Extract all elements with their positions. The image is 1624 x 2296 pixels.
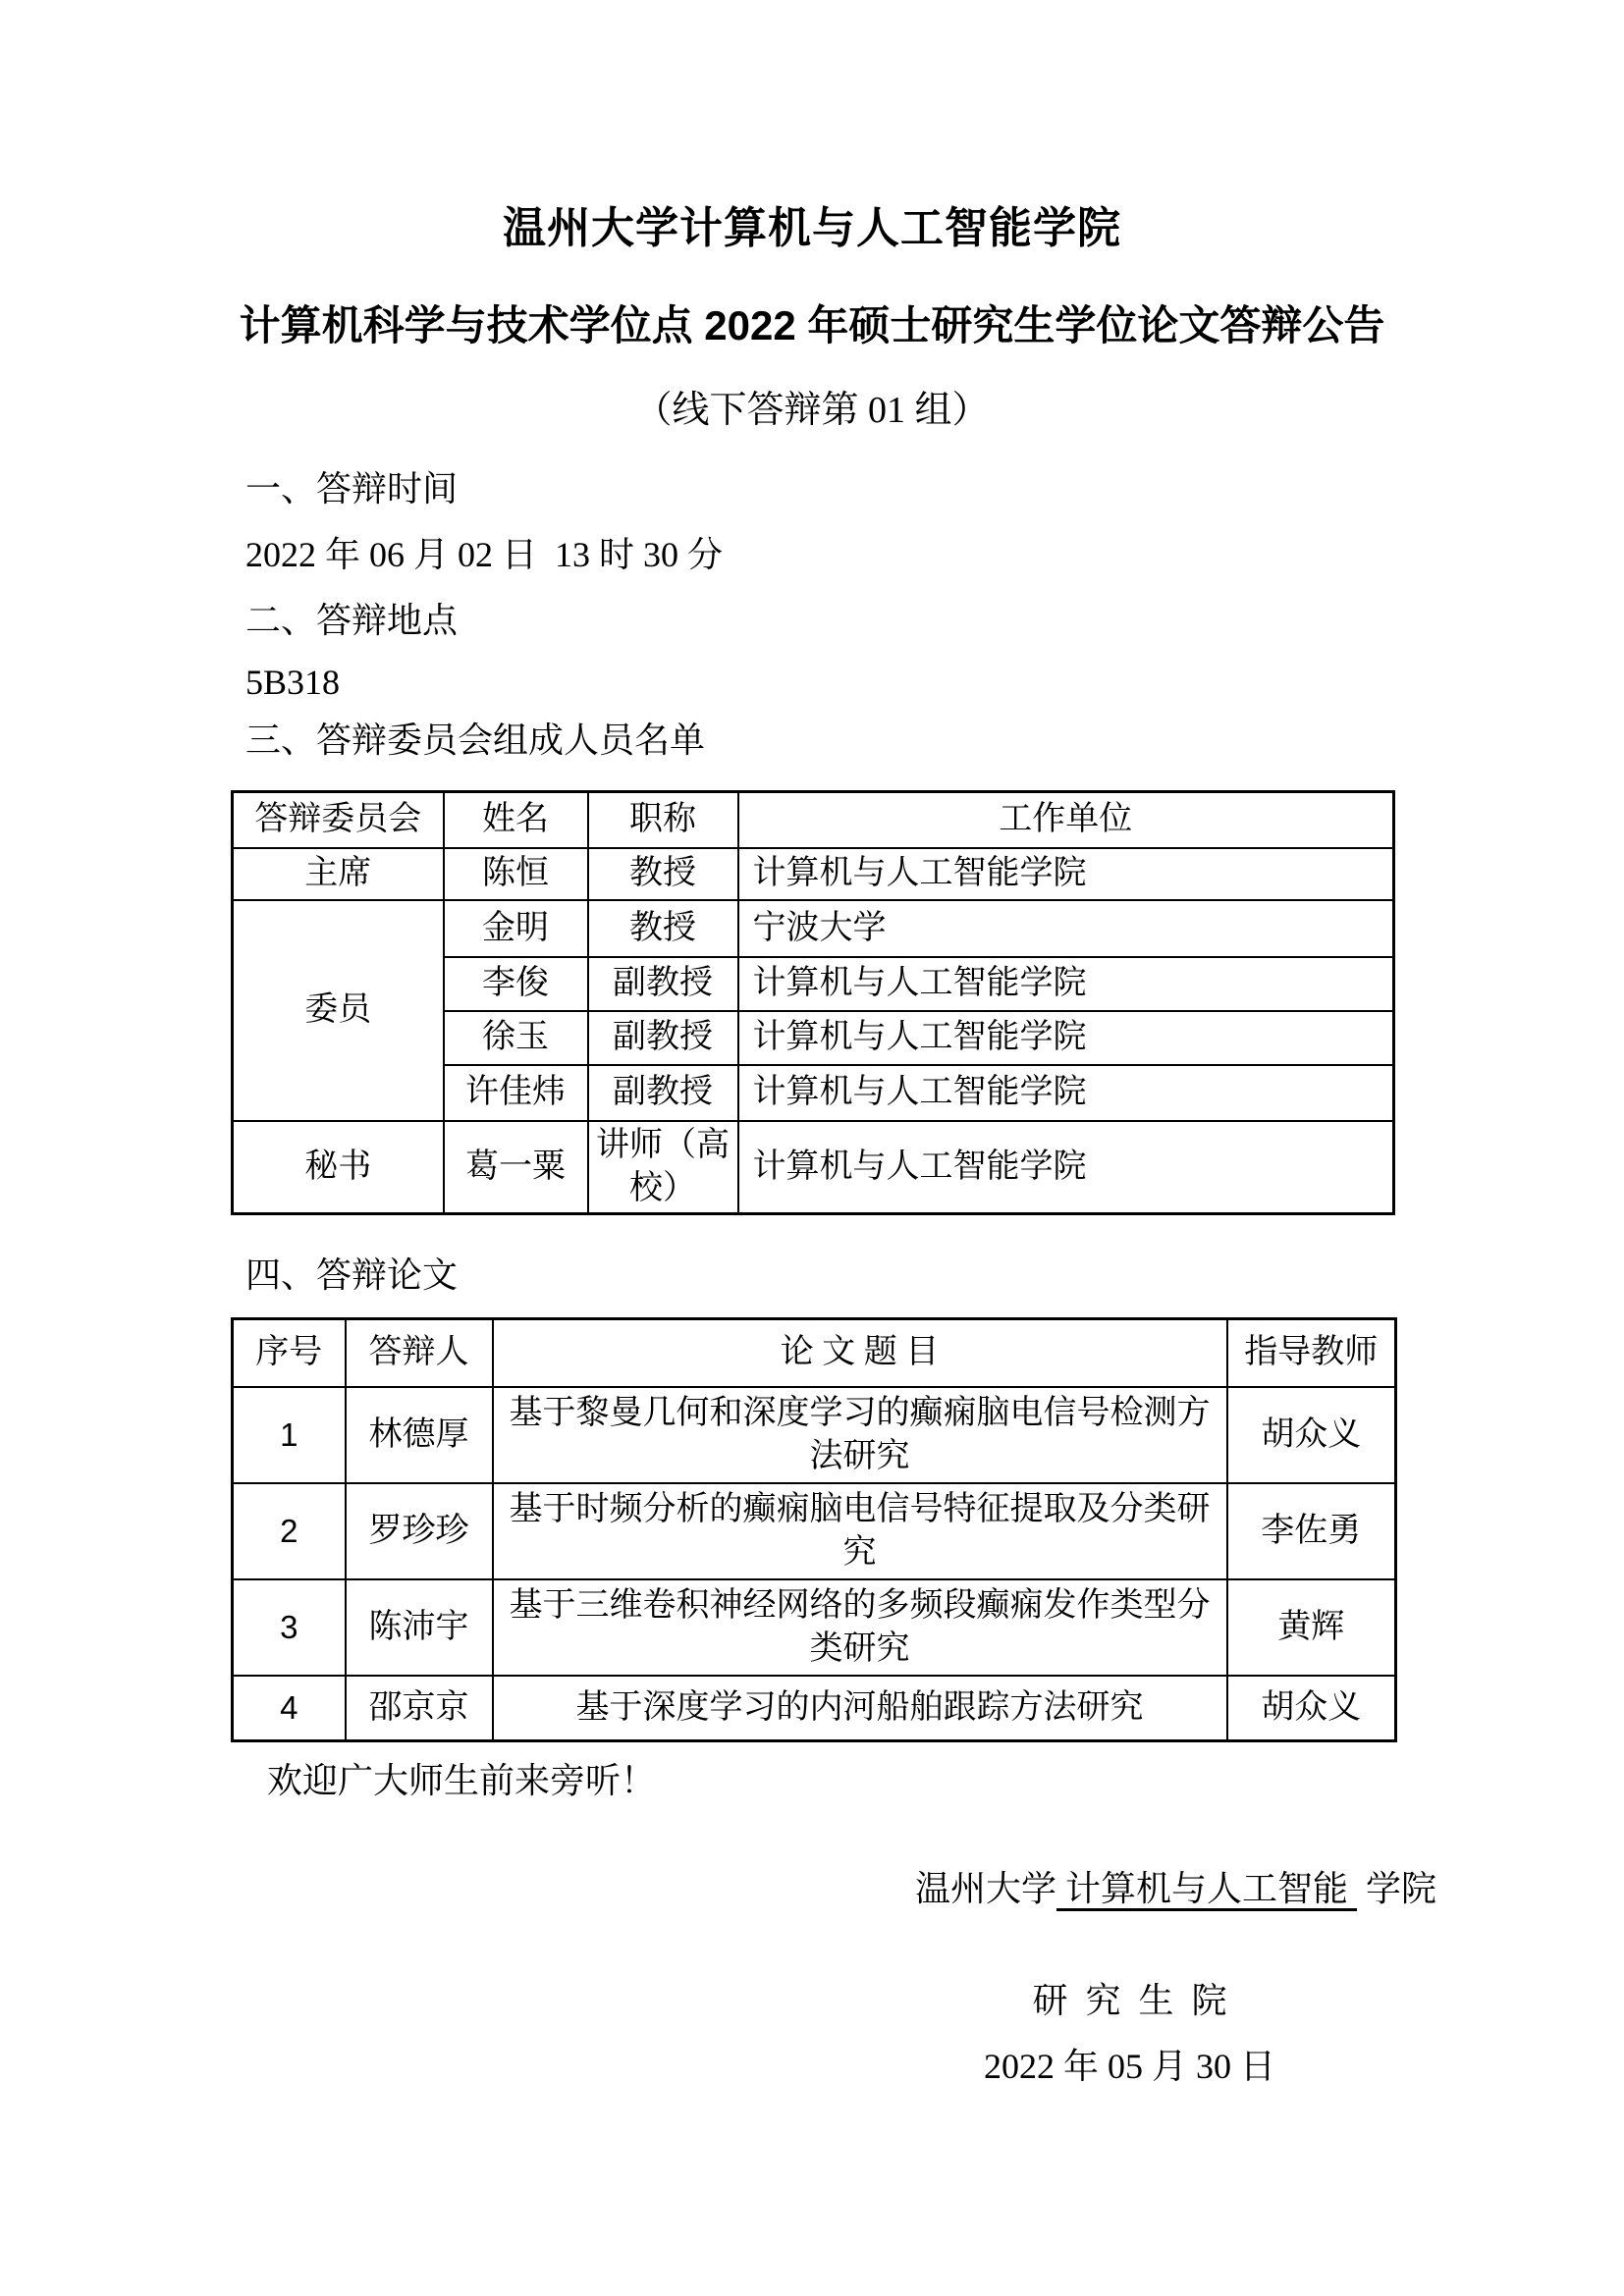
thesis-student-cell: 陈沛宇 <box>346 1579 493 1676</box>
committee-name-cell: 徐玉 <box>444 1011 588 1065</box>
thesis-no-cell: 4 <box>233 1676 346 1740</box>
thesis-table <box>231 1317 1397 1742</box>
document-body <box>245 464 1393 765</box>
committee-name-cell: 金明 <box>444 900 588 957</box>
committee-org-cell: 计算机与人工智能学院 <box>738 1121 1394 1214</box>
committee-col-header-role: 答辩委员会 <box>233 792 444 848</box>
committee-title-cell: 教授 <box>588 848 738 900</box>
committee-org-cell: 计算机与人工智能学院 <box>738 1011 1394 1065</box>
signature-block <box>862 1818 1437 2090</box>
committee-role-cell: 主席 <box>233 848 444 900</box>
committee-col-header-org: 工作单位 <box>738 792 1394 848</box>
committee-role-cell: 秘书 <box>233 1121 444 1214</box>
committee-table <box>231 790 1395 1215</box>
thesis-header-row <box>233 1318 1396 1387</box>
section-4-heading: 四、答辩论文 <box>245 1255 459 1295</box>
committee-title-cell: 副教授 <box>588 1065 738 1121</box>
thesis-col-header-student: 答辩人 <box>346 1318 493 1387</box>
committee-name-cell: 葛一粟 <box>444 1121 588 1214</box>
signature-college-underlined: 计算机与人工智能 <box>1056 1869 1357 1911</box>
thesis-no-cell: 3 <box>233 1579 346 1676</box>
committee-title-cell: 讲师（高校） <box>588 1121 738 1214</box>
thesis-title-cell: 基于深度学习的内河船舶跟踪方法研究 <box>493 1676 1227 1740</box>
committee-org-cell: 计算机与人工智能学院 <box>738 848 1394 900</box>
committee-org-cell: 计算机与人工智能学院 <box>738 1065 1394 1121</box>
thesis-advisor-cell: 李佐勇 <box>1227 1483 1396 1579</box>
thesis-student-cell: 邵京京 <box>346 1676 493 1740</box>
thesis-advisor-cell: 胡众义 <box>1227 1387 1396 1483</box>
table-row <box>233 848 1394 900</box>
committee-name-cell: 许佳炜 <box>444 1065 588 1121</box>
group-subtitle: （线下答辩第 01 组） <box>634 390 990 431</box>
thesis-no-cell: 2 <box>233 1483 346 1579</box>
section-3-heading: 三、答辩委员会组成人员名单 <box>245 721 706 760</box>
thesis-col-header-advisor: 指导教师 <box>1227 1318 1396 1387</box>
thesis-no-cell: 1 <box>233 1387 346 1483</box>
table-row <box>233 1579 1396 1676</box>
signature-college-suffix: 学院 <box>1357 1868 1437 1908</box>
defense-time-value: 2022 年 06 月 02 日 13 时 30 分 <box>245 535 724 574</box>
table-row <box>233 900 1394 957</box>
thesis-title-cell: 基于时频分析的癫痫脑电信号特征提取及分类研究 <box>493 1483 1227 1579</box>
closing-invitation: 欢迎广大师生前来旁听！ <box>267 1760 657 1800</box>
committee-header-row <box>233 792 1394 848</box>
committee-role-cell: 委员 <box>233 900 444 1121</box>
table-row <box>233 1121 1394 1214</box>
page-title: 温州大学计算机与人工智能学院 <box>503 204 1121 252</box>
signature-graduate-school: 研 究 生 院 <box>1032 1980 1227 2020</box>
thesis-col-header-no: 序号 <box>233 1318 346 1387</box>
thesis-student-cell: 罗珍珍 <box>346 1483 493 1579</box>
committee-col-header-title: 职称 <box>588 792 738 848</box>
signature-university: 温州大学 <box>915 1868 1057 1908</box>
thesis-advisor-cell: 黄辉 <box>1227 1579 1396 1676</box>
section-2-heading: 二、答辩地点 <box>245 601 459 640</box>
thesis-title-cell: 基于黎曼几何和深度学习的癫痫脑电信号检测方法研究 <box>493 1387 1227 1483</box>
signature-org-line <box>862 1818 1437 1959</box>
thesis-student-cell: 林德厚 <box>346 1387 493 1483</box>
committee-title-cell: 副教授 <box>588 957 738 1011</box>
thesis-title-cell: 基于三维卷积神经网络的多频段癫痫发作类型分类研究 <box>493 1579 1227 1676</box>
signature-date: 2022 年 05 月 30 日 <box>983 2046 1275 2086</box>
table-row <box>233 1676 1396 1740</box>
committee-name-cell: 陈恒 <box>444 848 588 900</box>
table-row <box>233 1387 1396 1483</box>
thesis-col-header-title: 论 文 题 目 <box>493 1318 1227 1387</box>
committee-org-cell: 宁波大学 <box>738 900 1394 957</box>
thesis-advisor-cell: 胡众义 <box>1227 1676 1396 1740</box>
announcement-title: 计算机科学与技术学位点 2022 年硕士研究生学位论文答辩公告 <box>239 302 1385 348</box>
table-row <box>233 1483 1396 1579</box>
defense-location-value: 5B318 <box>245 663 341 702</box>
section-1-heading: 一、答辩时间 <box>245 469 459 508</box>
committee-col-header-name: 姓名 <box>444 792 588 848</box>
committee-title-cell: 副教授 <box>588 1011 738 1065</box>
committee-title-cell: 教授 <box>588 900 738 957</box>
committee-name-cell: 李俊 <box>444 957 588 1011</box>
committee-org-cell: 计算机与人工智能学院 <box>738 957 1394 1011</box>
